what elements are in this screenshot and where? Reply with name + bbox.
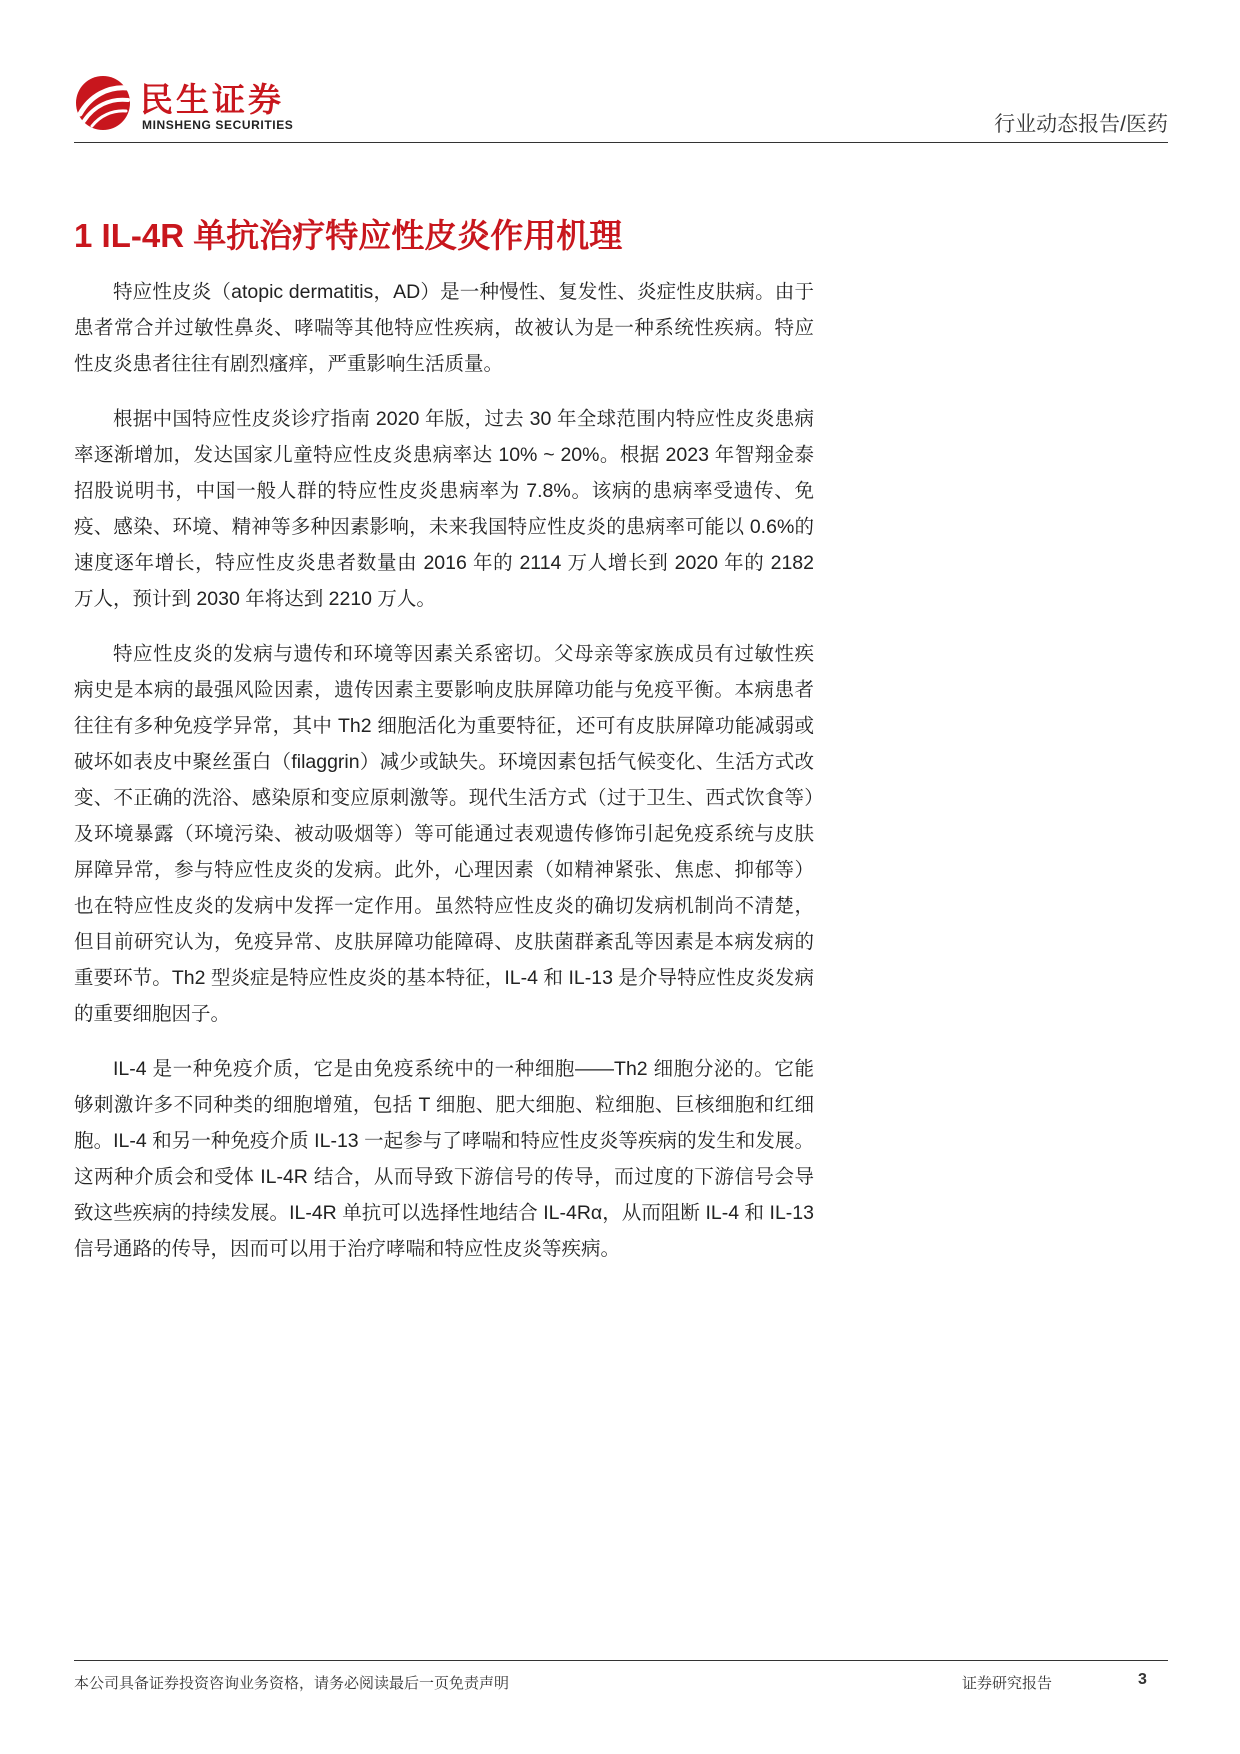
footer-report-label: 证券研究报告 xyxy=(962,1675,1053,1692)
report-type-label: 行业动态报告/医药 xyxy=(994,113,1168,136)
logo-english-name: MINSHENG SECURITIES xyxy=(142,118,294,132)
paragraph-1: 特应性皮炎（atopic dermatitis，AD）是一种慢性、复发性、炎症性皮肤病。由于患者常合并过敏性鼻炎、哮喘等其他特应性疾病，故被认为是一种系统性疾病。特应性皮炎患者往往有剧烈瘙痒，严重影响生活质量。 xyxy=(74,281,814,375)
paragraph-4: IL-4 是一种免疫介质，它是由免疫系统中的一种细胞——Th2 细胞分泌的。它能够刺激许多不同种类的细胞增殖，包括 T 细胞、肥大细胞、粒细胞、巨核细胞和红细胞。IL-4 和另一种免疫介质 IL-13 一起参与了哮喘和特应性皮炎等疾病的发生和发展。这两种介质会和受体 IL-4R 结合，从而导致下游信号的传导，而过度的下游信号会导致这些疾病的持续发展。IL-4R 单抗可以选择性地结合 IL-4Rα，从而阻断 IL-4 和 IL-13 信号通路的传导，因而可以用于治疗哮喘和特应性皮炎等疾病。 xyxy=(74,1058,814,1260)
page-number: 3 xyxy=(1138,1671,1147,1688)
company-logo xyxy=(74,72,304,136)
footer-disclaimer: 本公司具备证券投资咨询业务资格，请务必阅读最后一页免责声明 xyxy=(74,1675,510,1692)
header-divider xyxy=(74,142,1168,143)
logo-chinese-name: 民生证券 xyxy=(140,81,284,118)
section-title: 1 IL-4R 单抗治疗特应性皮炎作用机理 xyxy=(74,217,623,254)
footer-divider xyxy=(74,1660,1168,1661)
paragraph-3: 特应性皮炎的发病与遗传和环境等因素关系密切。父母亲等家族成员有过敏性疾病史是本病的最强风险因素，遗传因素主要影响皮肤屏障功能与免疫平衡。本病患者往往有多种免疫学异常，其中 Th2 细胞活化为重要特征，还可有皮肤屏障功能减弱或破坏如表皮中聚丝蛋白（filaggrin）减少或缺失。环境因素包括气候变化、生活方式改变、不正确的洗浴、感染原和变应原刺激等。现代生活方式（过于卫生、西式饮食等）及环境暴露（环境污染、被动吸烟等）等可能通过表观遗传修饰引起免疫系统与皮肤屏障异常，参与特应性皮炎的发病。此外，心理因素（如精神紧张、焦虑、抑郁等）也在特应性皮炎的发病中发挥一定作用。虽然特应性皮炎的确切发病机制尚不清楚，但目前研究认为，免疫异常、皮肤屏障功能障碍、皮肤菌群紊乱等因素是本病发病的重要环节。Th2 型炎症是特应性皮炎的基本特征，IL-4 和 IL-13 是介导特应性皮炎发病的重要细胞因子。 xyxy=(74,643,814,1025)
paragraph-2: 根据中国特应性皮炎诊疗指南 2020 年版，过去 30 年全球范围内特应性皮炎患病率逐渐增加，发达国家儿童特应性皮炎患病率达 10% ~ 20%。根据 2023 年智翔金泰招股说明书，中国一般人群的特应性皮炎患病率为 7.8%。该病的患病率受遗传、免疫、感染、环境、精神等多种因素影响，未来我国特应性皮炎的患病率可能以 0.6%的速度逐年增长，特应性皮炎患者数量由 2016 年的 2114 万人增长到 2020 年的 2182 万人，预计到 2030 年将达到 2210 万人。 xyxy=(74,408,814,610)
page-header xyxy=(74,64,1168,144)
minsheng-logo-icon xyxy=(74,74,132,132)
body-content xyxy=(74,274,814,1286)
